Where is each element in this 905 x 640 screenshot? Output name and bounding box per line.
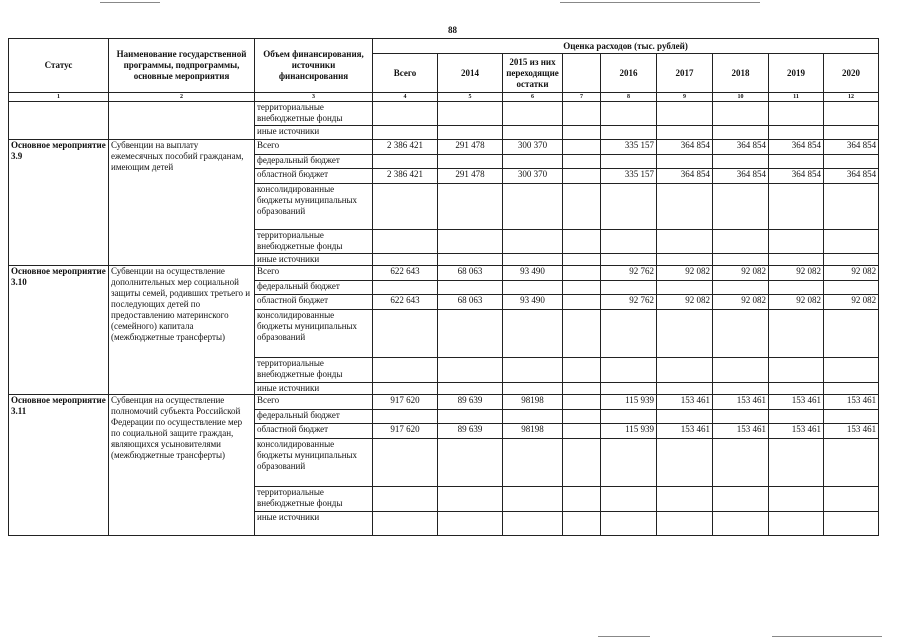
source-cell: федеральный бюджет <box>255 410 373 424</box>
value-2020: 153 461 <box>824 395 879 410</box>
source-cell: территориальные внебюджетные фонды <box>255 487 373 512</box>
value-2015: 93 490 <box>503 266 563 281</box>
column-number: 4 <box>373 93 438 102</box>
value-total: 917 620 <box>373 424 438 439</box>
source-cell: федеральный бюджет <box>255 281 373 295</box>
header-total: Всего <box>373 54 438 93</box>
column-number: 12 <box>824 93 879 102</box>
column-number-row <box>9 93 879 102</box>
value-total: 622 643 <box>373 266 438 281</box>
value-2014: 68 063 <box>438 295 503 310</box>
value-2018: 364 854 <box>713 169 769 184</box>
value-2018: 364 854 <box>713 140 769 155</box>
value-2017: 92 082 <box>657 266 713 281</box>
value-total: 917 620 <box>373 395 438 410</box>
header-empty <box>563 54 601 93</box>
value-2016: 92 762 <box>601 295 657 310</box>
header-estimate: Оценка расходов (тыс. рублей) <box>373 39 879 54</box>
table-row <box>9 102 879 126</box>
header-name: Наименование государственной программы, подпрограммы, основные мероприятия <box>109 39 255 93</box>
source-cell: Всего <box>255 266 373 281</box>
source-cell: федеральный бюджет <box>255 155 373 169</box>
source-cell: областной бюджет <box>255 424 373 439</box>
source-cell: консолидированные бюджеты муниципальных образований <box>255 310 373 358</box>
table-row <box>9 140 879 155</box>
value-2014: 89 639 <box>438 395 503 410</box>
measure-name-cell: Субвенции на осуществление дополнительных мер социальной защиты семей, родивших третьего и последующих детей по предоставлению материнского (семейного) капитала (межбюджетные трансферты) <box>109 266 255 395</box>
value-2015: 93 490 <box>503 295 563 310</box>
header-2020: 2020 <box>824 54 879 93</box>
source-cell: консолидированные бюджеты муниципальных образований <box>255 439 373 487</box>
source-cell: Всего <box>255 395 373 410</box>
value-2020: 364 854 <box>824 169 879 184</box>
status-cell: Основное мероприятие 3.11 <box>9 395 109 536</box>
source-cell: территориальные внебюджетные фонды <box>255 102 373 126</box>
value-2014: 68 063 <box>438 266 503 281</box>
source-cell: территориальные внебюджетные фонды <box>255 230 373 254</box>
value-total: 2 386 421 <box>373 140 438 155</box>
value-total: 2 386 421 <box>373 169 438 184</box>
value-2017: 364 854 <box>657 140 713 155</box>
value-2020: 92 082 <box>824 266 879 281</box>
value-2017: 153 461 <box>657 424 713 439</box>
value-2019: 364 854 <box>769 169 824 184</box>
value-2014: 89 639 <box>438 424 503 439</box>
value-2020: 92 082 <box>824 295 879 310</box>
status-cell: Основное мероприятие 3.10 <box>9 266 109 395</box>
column-number: 11 <box>769 93 824 102</box>
table-row <box>9 395 879 410</box>
measure-name-cell: Субвенция на осуществление полномочий субъекта Российской Федерации по осуществление мер по социальной защите граждан, являющихся усыновителями (межбюджетные трансферты) <box>109 395 255 536</box>
column-number: 1 <box>9 93 109 102</box>
source-cell: консолидированные бюджеты муниципальных образований <box>255 184 373 230</box>
header-2019: 2019 <box>769 54 824 93</box>
header-2014: 2014 <box>438 54 503 93</box>
column-number: 6 <box>503 93 563 102</box>
column-number: 3 <box>255 93 373 102</box>
value-2014: 291 478 <box>438 140 503 155</box>
value-2019: 153 461 <box>769 395 824 410</box>
source-cell: Всего <box>255 140 373 155</box>
value-2020: 364 854 <box>824 140 879 155</box>
value-2019: 92 082 <box>769 266 824 281</box>
header-2016: 2016 <box>601 54 657 93</box>
column-number: 9 <box>657 93 713 102</box>
value-2019: 153 461 <box>769 424 824 439</box>
column-number: 5 <box>438 93 503 102</box>
value-2019: 92 082 <box>769 295 824 310</box>
value-2020: 153 461 <box>824 424 879 439</box>
page-number: 88 <box>448 25 457 35</box>
source-cell: территориальные внебюджетные фонды <box>255 358 373 383</box>
value-2018: 153 461 <box>713 424 769 439</box>
value-2016: 92 762 <box>601 266 657 281</box>
status-cell <box>9 102 109 140</box>
value-2016: 335 157 <box>601 140 657 155</box>
column-number: 2 <box>109 93 255 102</box>
value-total: 622 643 <box>373 295 438 310</box>
source-cell: иные источники <box>255 254 373 266</box>
value-2016: 335 157 <box>601 169 657 184</box>
table-row <box>9 266 879 281</box>
value-2015: 98198 <box>503 424 563 439</box>
header-status: Статус <box>9 39 109 93</box>
budget-table <box>8 38 879 536</box>
value-2015: 300 370 <box>503 169 563 184</box>
value-2015: 300 370 <box>503 140 563 155</box>
value-2017: 92 082 <box>657 295 713 310</box>
value-2018: 92 082 <box>713 295 769 310</box>
measure-name-cell <box>109 102 255 140</box>
column-number: 8 <box>601 93 657 102</box>
source-cell: иные источники <box>255 383 373 395</box>
value-2017: 364 854 <box>657 169 713 184</box>
value-2016: 115 939 <box>601 424 657 439</box>
column-number: 10 <box>713 93 769 102</box>
header-2015: 2015 из них переходящие остатки <box>503 54 563 93</box>
source-cell: иные источники <box>255 126 373 140</box>
column-number: 7 <box>563 93 601 102</box>
source-cell: областной бюджет <box>255 295 373 310</box>
measure-name-cell: Субвенции на выплату ежемесячных пособий гражданам, имеющим детей <box>109 140 255 266</box>
value-2014: 291 478 <box>438 169 503 184</box>
source-cell: областной бюджет <box>255 169 373 184</box>
value-2019: 364 854 <box>769 140 824 155</box>
status-cell: Основное мероприятие 3.9 <box>9 140 109 266</box>
header-2017: 2017 <box>657 54 713 93</box>
value-2018: 92 082 <box>713 266 769 281</box>
value-2016: 115 939 <box>601 395 657 410</box>
header-volume: Объем финансирования, источники финансирования <box>255 39 373 93</box>
value-2017: 153 461 <box>657 395 713 410</box>
header-2018: 2018 <box>713 54 769 93</box>
value-2018: 153 461 <box>713 395 769 410</box>
value-2015: 98198 <box>503 395 563 410</box>
source-cell: иные источники <box>255 512 373 536</box>
